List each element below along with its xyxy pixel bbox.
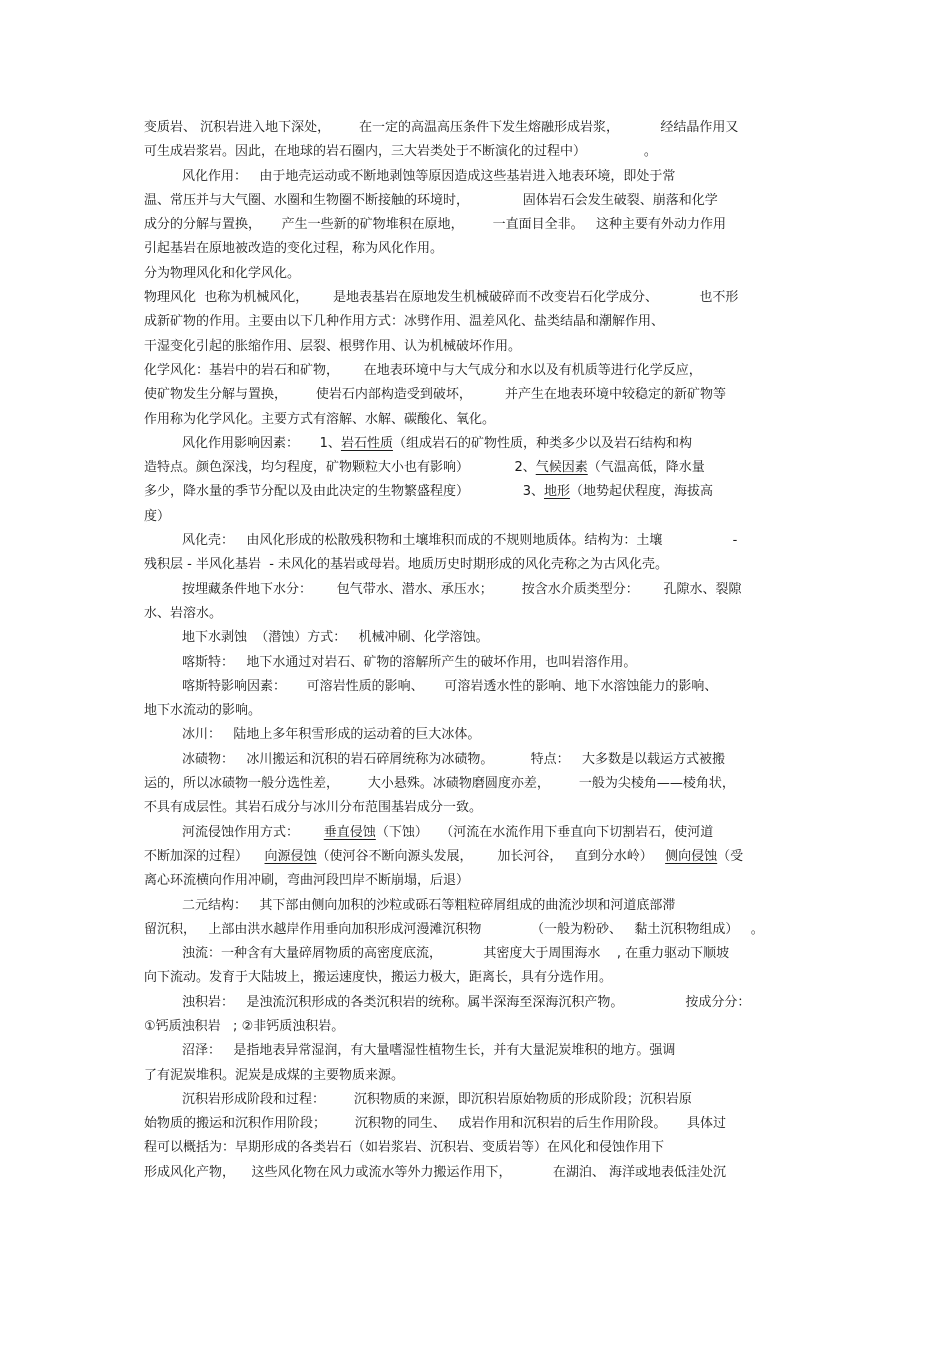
- text-segment: 沼泽： 是指地表异常湿润，有大量嗜湿性植物生长，并有大量泥炭堆积的地方。强调: [182, 1043, 676, 1059]
- text-line: [144, 432, 814, 456]
- text-segment: 风化作用影响因素： 1、: [182, 435, 341, 451]
- text-line: [144, 651, 814, 675]
- text-line: [144, 748, 814, 772]
- text-segment: 沉积岩形成阶段和过程： 沉积物质的来源，即沉积岩原始物质的形成阶段；沉积岩原: [182, 1091, 692, 1107]
- text-segment: 度）: [144, 508, 171, 524]
- underlined-term: 地形: [544, 484, 571, 500]
- text-segment: 留沉积， 上部由洪水越岸作用垂向加积形成河漫滩沉积物 （一般为粉砂、 黏土沉积物组成） 。: [144, 921, 764, 937]
- text-segment: 风化壳： 由风化形成的松散残积物和土壤堆积而成的不规则地质体。结构为：土壤 -: [182, 533, 738, 549]
- text-line: [144, 408, 814, 432]
- text-segment: 向下流动。发育于大陆坡上，搬运速度快，搬运力极大，距离长，具有分选作用。: [144, 970, 613, 986]
- text-segment: 可生成岩浆岩。因此，在地球的岩石圈内，三大岩类处于不断演化的过程中） 。: [144, 144, 657, 160]
- text-line: [144, 310, 814, 334]
- text-segment: 多少，降水量的季节分配以及由此决定的生物繁盛程度） 3、: [144, 484, 544, 500]
- text-line: [144, 894, 814, 918]
- text-line: [144, 1039, 814, 1063]
- text-segment: 成分的分解与置换， 产生一些新的矿物堆积在原地， 一直面目全非。 这种主要有外动力作用: [144, 217, 726, 233]
- text-line: [144, 189, 814, 213]
- text-line: [144, 237, 814, 261]
- text-segment: 形成风化产物， 这些风化物在风力或流水等外力搬运作用下， 在湖泊、 海洋或地表低洼处沉: [144, 1164, 726, 1180]
- text-line: [144, 456, 814, 480]
- text-line: [144, 529, 814, 553]
- text-segment: （使河谷不断向源头发展， 加长河谷， 直到分水岭）: [316, 848, 666, 864]
- text-line: [144, 675, 814, 699]
- text-segment: 风化作用： 由于地壳运动或不断地剥蚀等原因造成这些基岩进入地表环境，即处于常: [182, 168, 676, 184]
- text-segment: 喀斯特影响因素： 可溶岩性质的影响、 可溶岩透水性的影响、地下水溶蚀能力的影响、: [182, 678, 718, 694]
- text-segment: 不断加深的过程）: [144, 848, 265, 864]
- text-line: [144, 262, 814, 286]
- text-line: [144, 1112, 814, 1136]
- text-line: [144, 286, 814, 310]
- text-segment: 干湿变化引起的胀缩作用、层裂、根劈作用、认为机械破坏作用。: [144, 338, 522, 354]
- text-segment: 喀斯特： 地下水通过对岩石、矿物的溶解所产生的破坏作用，也叫岩溶作用。: [182, 654, 637, 670]
- text-line: [144, 869, 814, 893]
- text-line: [144, 165, 814, 189]
- underlined-term: 岩石性质: [340, 435, 393, 451]
- text-line: [144, 918, 814, 942]
- text-segment: （地势起伏程度，海拔高: [570, 484, 714, 500]
- text-line: [144, 1161, 814, 1185]
- text-line: [144, 578, 814, 602]
- text-line: [144, 942, 814, 966]
- text-segment: 运的，所以冰碛物一般分选性差， 大小悬殊。冰碛物磨圆度亦差， 一般为尖棱角——棱角状，: [144, 776, 735, 792]
- text-segment: 使矿物发生分解与置换， 使岩石内部构造受到破坏， 并产生在地表环境中较稳定的新矿物等: [144, 387, 726, 403]
- text-line: [144, 505, 814, 529]
- text-segment: （气温高低，降水量: [587, 460, 705, 476]
- text-segment: 程可以概括为：早期形成的各类岩石（如岩浆岩、沉积岩、变质岩等）在风化和侵蚀作用下: [144, 1140, 665, 1156]
- text-line: [144, 140, 814, 164]
- text-segment: 残积层 - 半风化基岩 - 未风化的基岩或母岩。地质历史时期形成的风化壳称之为古风化壳。: [144, 557, 669, 573]
- text-segment: 温、常压并与大气圈、水圈和生物圈不断接触的环境时， 固体岩石会发生破裂、崩落和化学: [144, 192, 718, 208]
- text-line: [144, 335, 814, 359]
- text-line: [144, 1088, 814, 1112]
- text-segment: 作用称为化学风化。主要方式有溶解、水解、碳酸化、氧化。: [144, 411, 496, 427]
- text-segment: 水、岩溶水。: [144, 605, 223, 621]
- text-segment: 离心环流横向作用冲刷，弯曲河段凹岸不断崩塌，后退）: [144, 873, 470, 889]
- text-line: [144, 966, 814, 990]
- text-segment: 浊流：一种含有大量碎屑物质的高密度底流， 其密度大于周围海水 , 在重力驱动下顺坡: [182, 946, 730, 962]
- text-segment: 浊积岩： 是浊流沉积形成的各类沉积岩的统称。属半深海至深海沉积产物。 按成分分：: [182, 994, 751, 1010]
- underlined-term: 垂直侵蚀: [323, 824, 376, 840]
- underlined-term: 向源侵蚀: [264, 848, 317, 864]
- text-segment: 始物质的搬运和沉积作用阶段； 沉积物的同生、 成岩作用和沉积岩的后生作用阶段。 具体过: [144, 1116, 726, 1132]
- text-line: [144, 1064, 814, 1088]
- text-line: [144, 553, 814, 577]
- text-segment: （组成岩石的矿物性质，种类多少以及岩石结构和构: [392, 435, 692, 451]
- text-segment: 引起基岩在原地被改造的变化过程，称为风化作用。: [144, 241, 444, 257]
- text-segment: 冰川： 陆地上多年积雪形成的运动着的巨大冰体。: [182, 727, 481, 743]
- text-line: [144, 821, 814, 845]
- text-segment: 不具有成层性。其岩石成分与冰川分布范围基岩成分一致。: [144, 800, 483, 816]
- text-line: [144, 359, 814, 383]
- text-segment: 河流侵蚀作用方式：: [182, 824, 324, 840]
- text-segment: （受: [717, 848, 744, 864]
- text-segment: 按埋藏条件地下水分： 包气带水、潜水、承压水； 按含水介质类型分： 孔隙水、裂隙: [182, 581, 742, 597]
- text-segment: 成新矿物的作用。主要由以下几种作用方式：冰劈作用、温差风化、盐类结晶和潮解作用、: [144, 314, 665, 330]
- text-segment: 造特点。颜色深浅，均匀程度，矿物颗粒大小也有影响） 2、: [144, 460, 536, 476]
- text-segment: 变质岩、 沉积岩进入地下深处， 在一定的高温高压条件下发生熔融形成岩浆， 经结晶作用又: [144, 120, 739, 135]
- text-segment: 物理风化 也称为机械风化， 是地表基岩在原地发生机械破碎而不改变岩石化学成分、 也不形: [144, 290, 739, 306]
- document-body: [144, 116, 814, 1185]
- text-line: [144, 1015, 814, 1039]
- text-line: [144, 480, 814, 504]
- text-line: [144, 383, 814, 407]
- text-line: [144, 213, 814, 237]
- text-segment: 地下水流动的影响。: [144, 703, 262, 719]
- text-line: [144, 796, 814, 820]
- text-segment: ①钙质浊积岩 ; ②非钙质浊积岩。: [144, 1018, 345, 1034]
- text-line: [144, 626, 814, 650]
- text-segment: 了有泥炭堆积。泥炭是成煤的主要物质来源。: [144, 1067, 405, 1083]
- text-segment: 二元结构： 其下部由侧向加积的沙粒或砾石等粗粒碎屑组成的曲流沙坝和河道底部滞: [182, 897, 676, 913]
- text-line: [144, 699, 814, 723]
- text-line: [144, 116, 814, 140]
- text-segment: 地下水剥蚀 （潜蚀）方式： 机械冲刷、化学溶蚀。: [182, 630, 489, 646]
- underlined-term: 气候因素: [535, 460, 588, 476]
- text-line: [144, 991, 814, 1015]
- text-line: [144, 602, 814, 626]
- text-line: [144, 1136, 814, 1160]
- text-segment: 化学风化：基岩中的岩石和矿物， 在地表环境中与大气成分和水以及有机质等进行化学反应，: [144, 362, 702, 378]
- text-line: [144, 772, 814, 796]
- underlined-term: 侧向侵蚀: [665, 848, 718, 864]
- text-line: [144, 845, 814, 869]
- text-segment: （下蚀） （河流在水流作用下垂直向下切割岩石，使河道: [375, 824, 714, 840]
- text-segment: 分为物理风化和化学风化。: [144, 265, 301, 281]
- text-segment: 冰碛物： 冰川搬运和沉积的岩石碎屑统称为冰碛物。 特点： 大多数是以载运方式被搬: [182, 751, 725, 767]
- text-line: [144, 723, 814, 747]
